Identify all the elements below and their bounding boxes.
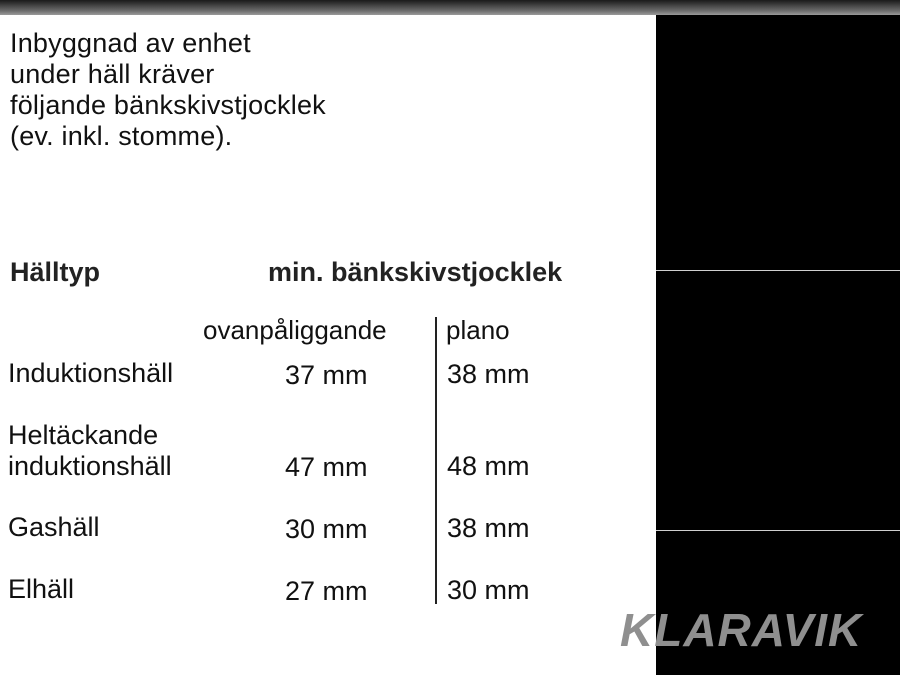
intro-line: följande bänkskivstjocklek — [10, 90, 326, 120]
value-surface-mounted: 37 mm — [285, 360, 368, 390]
watermark-logo: KLARAVIK — [620, 604, 863, 656]
value-surface-mounted: 27 mm — [285, 576, 368, 606]
top-bar — [0, 0, 900, 15]
value-surface-mounted: 30 mm — [285, 514, 368, 544]
value-flush: 38 mm — [447, 359, 530, 389]
row-label: Gashäll — [8, 512, 100, 542]
row-label: Induktionshäll — [8, 358, 174, 388]
document-page — [0, 15, 656, 675]
divider-line — [656, 530, 900, 531]
column-header-type: Hälltyp — [10, 257, 101, 287]
column-header-min-thickness: min. bänkskivstjocklek — [268, 257, 563, 287]
row-label: induktionshäll — [8, 451, 172, 481]
row-label: Heltäckande — [8, 420, 159, 450]
subheader-surface-mounted: ovanpåliggande — [203, 315, 387, 345]
intro-text — [10, 28, 326, 152]
value-surface-mounted: 47 mm — [285, 452, 368, 482]
intro-line: (ev. inkl. stomme). — [10, 121, 233, 151]
value-flush: 38 mm — [447, 513, 530, 543]
column-divider — [435, 317, 437, 604]
intro-line: Inbyggnad av enhet — [10, 28, 251, 58]
value-flush: 48 mm — [447, 451, 530, 481]
subheader-flush: plano — [446, 315, 510, 345]
intro-line: under häll kräver — [10, 59, 215, 89]
value-flush: 30 mm — [447, 575, 530, 605]
divider-line — [656, 270, 900, 271]
dark-panel — [656, 15, 900, 675]
row-label: Elhäll — [8, 574, 75, 604]
